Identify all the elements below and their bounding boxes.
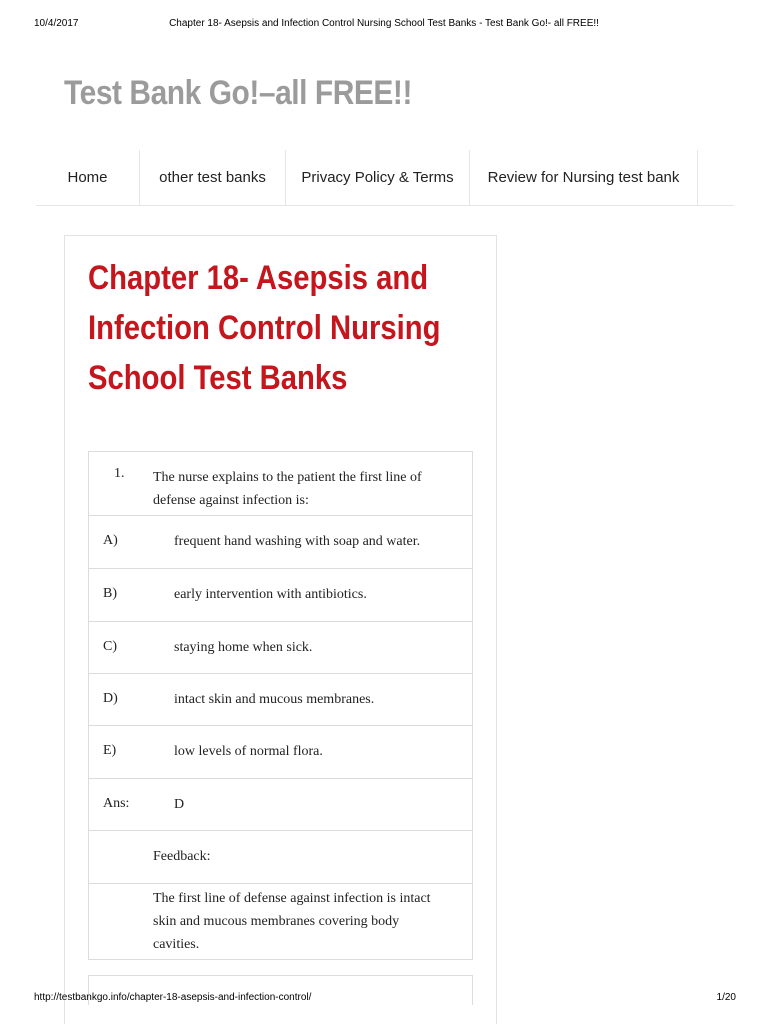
post-title-line: Infection Control Nursing <box>88 309 441 347</box>
option-text: early intervention with antibiotics. <box>174 587 367 602</box>
answer-value: D <box>174 797 185 812</box>
option-letter: C) <box>103 639 117 654</box>
nav-item-home[interactable]: Home <box>36 150 140 205</box>
print-date: 10/4/2017 <box>34 18 79 29</box>
option-text: staying home when sick. <box>174 640 313 655</box>
feedback-text-row <box>88 883 473 960</box>
option-letter: E) <box>103 743 117 758</box>
option-letter: D) <box>103 691 118 706</box>
print-footer <box>0 992 768 1008</box>
print-page-number: 1/20 <box>716 992 736 1003</box>
print-header <box>0 18 768 34</box>
feedback-text-line: skin and mucous membranes covering body <box>153 914 400 929</box>
question-text-line: The nurse explains to the patient the first line of <box>153 470 422 485</box>
answer-label: Ans: <box>103 796 130 811</box>
option-letter: B) <box>103 586 117 601</box>
question-number: 1. <box>114 466 125 481</box>
option-row-a <box>88 515 473 569</box>
option-letter: A) <box>103 533 118 548</box>
post-title-line: School Test Banks <box>88 359 348 397</box>
option-row-c <box>88 621 473 674</box>
nav-item-privacy-policy[interactable]: Privacy Policy & Terms <box>286 150 470 205</box>
question-text <box>153 466 458 512</box>
question-row <box>88 451 473 516</box>
option-row-b <box>88 568 473 622</box>
feedback-label-row <box>88 830 473 884</box>
option-row-e <box>88 725 473 779</box>
option-text: frequent hand washing with soap and water. <box>174 534 421 549</box>
feedback-label: Feedback: <box>153 849 211 864</box>
option-text: low levels of normal flora. <box>174 744 323 759</box>
feedback-text-line: cavities. <box>153 937 200 952</box>
post-title <box>88 253 484 403</box>
nav-item-review-nursing[interactable]: Review for Nursing test bank <box>470 150 698 205</box>
option-text: intact skin and mucous membranes. <box>174 692 375 707</box>
feedback-text-line: The first line of defense against infection is intact <box>153 891 431 906</box>
print-page-title: Chapter 18- Asepsis and Infection Control Nursing School Test Banks - Test Bank Go!- all FREE!! <box>169 18 599 29</box>
option-row-d <box>88 673 473 726</box>
print-url: http://testbankgo.info/chapter-18-asepsis-and-infection-control/ <box>34 992 312 1003</box>
post-title-line: Chapter 18- Asepsis and <box>88 259 429 297</box>
site-title-link[interactable]: Test Bank Go!–all FREE!! <box>64 74 412 112</box>
nav-item-other-test-banks[interactable]: other test banks <box>140 150 286 205</box>
feedback-text <box>153 887 458 956</box>
answer-row <box>88 778 473 831</box>
main-nav <box>36 150 734 206</box>
question-text-line: defense against infection is: <box>153 493 309 508</box>
